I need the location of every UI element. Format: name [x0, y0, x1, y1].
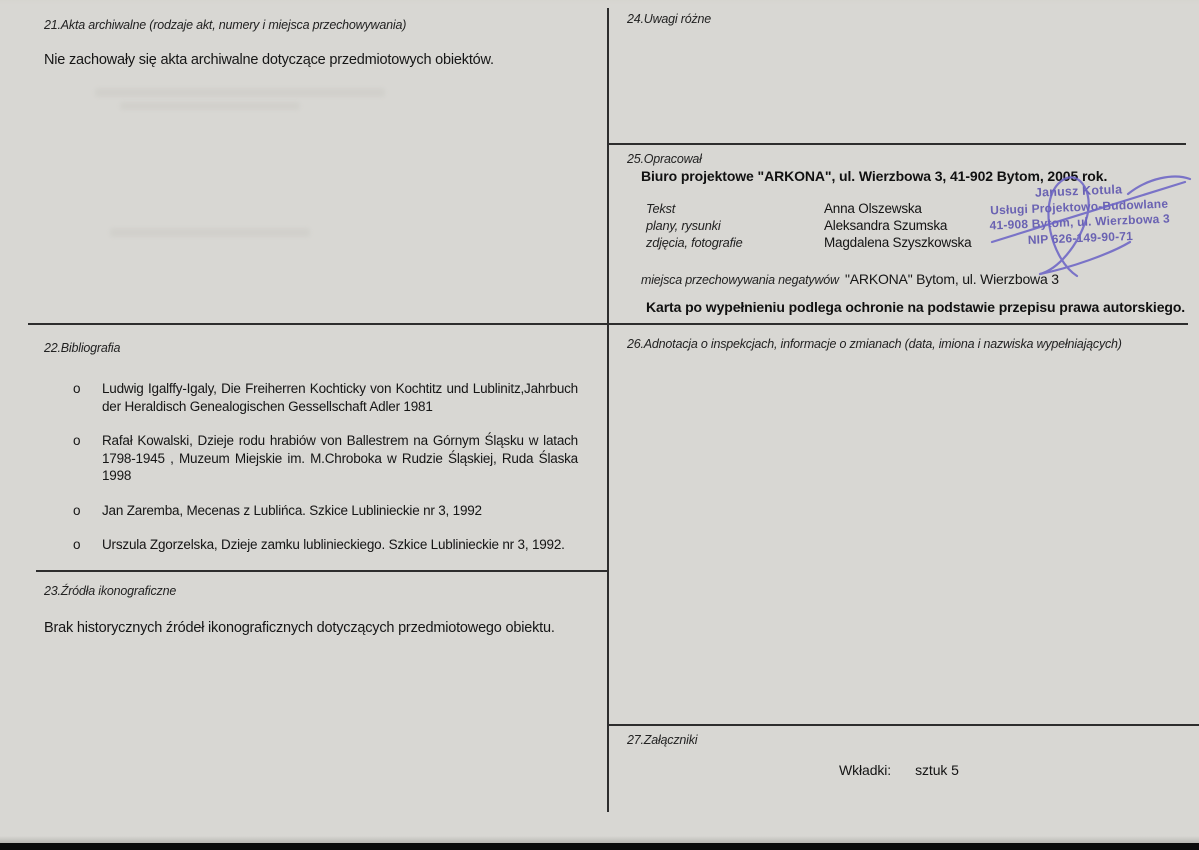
horizontal-rule-24-25: [608, 143, 1186, 145]
stamp-line-nip: NIP 626-149-90-71: [1027, 228, 1134, 247]
bullet-marker: o: [73, 537, 81, 552]
credit-role: Tekst: [646, 201, 676, 216]
bibliography-list: [73, 380, 578, 571]
scan-artifact: [0, 0, 1199, 5]
scan-artifact: [120, 102, 300, 110]
section-25-label: 25.Opracował: [627, 152, 702, 166]
section-25-credits: [646, 201, 971, 251]
bullet-marker: o: [73, 433, 81, 448]
section-23-label: 23.Źródła ikonograficzne: [44, 584, 177, 598]
negatives-value: "ARKONA" Bytom, ul. Wierzbowa 3: [845, 271, 1059, 287]
credit-name: Anna Olszewska: [824, 201, 922, 216]
bibliography-text: Urszula Zgorzelska, Dzieje zamku lublinieckiego. Szkice Lublinieckie nr 3, 1992.: [102, 537, 565, 552]
credit-name: Aleksandra Szumska: [824, 218, 948, 233]
section-23-body: Brak historycznych źródeł ikonograficznych dotyczących przedmiotowego obiektu.: [44, 620, 555, 636]
bullet-marker: o: [73, 502, 81, 518]
section-21-label: 21.Akta archiwalne (rodzaje akt, numery i miejsca przechowywania): [44, 18, 407, 32]
copyright-note: Karta po wypełnieniu podlega ochronie na podstawie przepisu prawa autorskiego.: [646, 299, 1186, 315]
stamp-line-name: Janusz Kotula: [1034, 182, 1123, 200]
negatives-row: [641, 271, 1059, 287]
horizontal-rule-26-27: [608, 724, 1199, 726]
section-24-label: 24.Uwagi różne: [627, 12, 712, 26]
rubber-stamp: [961, 180, 1198, 251]
scan-artifact: [110, 228, 310, 237]
scan-artifact: [0, 836, 1199, 843]
bibliography-item: [73, 536, 578, 554]
spacer: [891, 762, 915, 778]
section-27-label: 27.Załączniki: [627, 733, 698, 747]
bibliography-item: [73, 380, 578, 415]
stamp-line-business: Usługi Projektowo-Budowlane: [989, 196, 1169, 217]
credit-role: plany, rysunki: [646, 218, 721, 233]
scan-artifact: [95, 88, 385, 97]
credit-role: zdjęcia, fotografie: [646, 235, 743, 250]
credit-name: Magdalena Szyszkowska: [824, 235, 972, 250]
bibliography-text: Jan Zaremba, Mecenas z Lublińca. Szkice Lublinieckie nr 3, 1992: [102, 502, 482, 518]
column-divider-line: [607, 8, 609, 812]
stamp-line-address: 41-908 Bytom, ul. Wierzbowa 3: [989, 211, 1171, 233]
section-21-body: Nie zachowały się akta archiwalne dotyczące przedmiotowych obiektów.: [44, 52, 494, 68]
section-22-label: 22.Bibliografia: [44, 341, 121, 355]
bibliography-item: [73, 502, 578, 520]
inserts-row: [839, 762, 959, 778]
inserts-value: sztuk 5: [915, 762, 959, 778]
horizontal-rule-mid: [28, 323, 1188, 325]
bullet-marker: o: [73, 381, 81, 396]
inserts-label: Wkładki:: [839, 762, 892, 778]
section-25-office-line: Biuro projektowe "ARKONA", ul. Wierzbowa 3, 41-902 Bytom, 2005 rok.: [641, 168, 1108, 184]
section-26-label: 26.Adnotacja o inspekcjach, informacje o zmianach (data, imiona i nazwiska wypełniających): [627, 337, 1122, 351]
bibliography-item: [73, 432, 578, 485]
bibliography-text: Rafał Kowalski, Dzieje rodu hrabiów von Ballestrem na Górnym Śląsku w latach 1798-1945 , Muzeum Miejskie im. M.Chroboka w Rudzie Śląskiej, Ruda Ślaska 1998: [102, 433, 578, 483]
negatives-label: miejsca przechowywania negatywów: [641, 273, 839, 287]
bibliography-text: Ludwig Igalffy-Igaly, Die Freiherren Kochticky von Kochtitz und Lublinitz,Jahrbuch der Heraldisch Genealogischen Gessellschaft Adler 1981: [102, 381, 578, 414]
scan-edge-black-bar: [0, 843, 1199, 850]
